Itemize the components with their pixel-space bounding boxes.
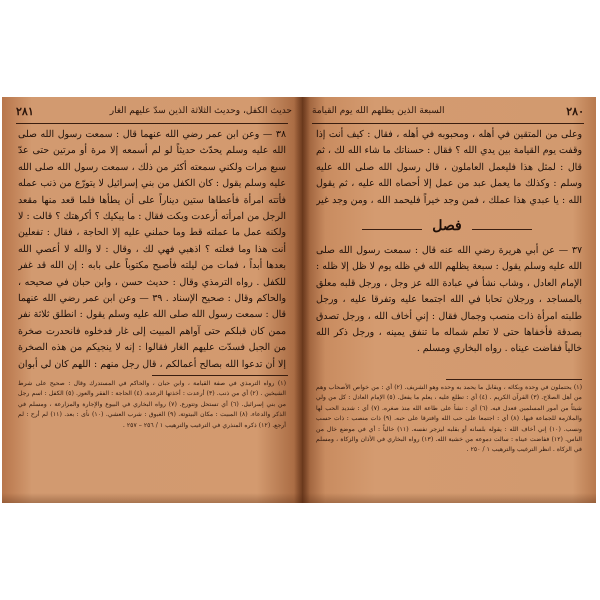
- left-footnotes: (١) رواه الترمذي في صفة القيامة ، وابن حبان ، والحاكم في المستدرك وقال : صحيح على شرط الشيخين . (٢) أي من ذنب. (٣) أرعدت : أخذتها الرعدة. (٤) الحاجة : الفقر والعوز. (٥) الكفل : اسم رجل من بني إسرائيل. (٦) أي تستحل وتتورع. (٧) رواه البخاري في البيوع والإجارة والمزارعة ، ومسلم في الذكر والدعاء. (٨) المبيت : مكان البيتوتة. (٩) الغبوق : شرب العشي. (١٠) نأى : بعد. (١١) لم أرح : لم أرجع. (١٢) ذكره المنذري في الترغيب والترهيب ١ / ٢٥٦ – ٢٥٧ .: [18, 380, 286, 429]
- left-page: [2, 97, 302, 503]
- open-book: [2, 97, 596, 503]
- right-page: [302, 97, 596, 503]
- section-ornament-right: [472, 229, 532, 230]
- book-gutter: [294, 97, 310, 503]
- right-running-head: السبعة الذين يظلهم الله يوم القيامة: [312, 106, 445, 116]
- left-footnote-rule: [152, 375, 288, 376]
- right-footnote-rule: [446, 379, 582, 380]
- right-header-rule: [312, 123, 584, 124]
- left-page-shadow: [2, 493, 302, 503]
- left-header-rule: [16, 123, 288, 124]
- left-page-header: [16, 105, 292, 121]
- left-page-number: ٢٨١: [16, 105, 34, 118]
- left-running-head: حديث الكفل، وحديث الثلاثة الذين سدّ عليهم الغار: [109, 106, 292, 116]
- right-body-bottom: ٣٧ — عن أبي هريرة رضي الله عنه قال : سمعت رسول الله صلى الله عليه وسلم يقول : سبعة يظلهم الله في ظله يوم لا ظل إلا ظله : الإمام العادل ، وشاب نشأ في عبادة الله عز وجل ، ورجل قلبه معلق بالمساجد ، ورجلان تحابا في الله اجتمعا عليه وتفرقا عليه ، ورجل طلبته امرأة ذات منصب وجمال فقال : إني أخاف الله ، ورجل تصدق بصدقة فأخفاها حتى لا تعلم شماله ما تنفق يمينه ، ورجل ذكر الله خالياً ففاضت عيناه . رواه البخاري ومسلم .: [316, 245, 582, 355]
- right-footnotes: (١) يحتملون في وحدة وبكائه ، ويقابل ما يحمد به وحده وهو الشريف. (٢) أي : من خواص الأصحاب وهم من أهل الصلاح. (٣) القرآن الكريم . (٤) أي : تطلع عليه ، يعلم ما يفعل. (٥) الإمام العادل : كل من ولي شيئاً من أمور المسلمين فعدل فيه. (٦) أي : نشأ على طاعة الله منذ صغره. (٧) أي : شديد الحب لها والملازمة للجماعة فيها. (٨) أي : اجتمعا على حب الله وافترقا على حبه. (٩) ذات منصب : ذات حسب ونسب. (١٠) إني أخاف الله : يقوله بلسانه أو بقلبه ليزجر نفسه. (١١) خالياً : أي في موضع خال من الناس. (١٢) ففاضت عيناه : سالت دموعه من خشية الله. (١٣) رواه البخاري في الأذان والزكاة ، ومسلم في الزكاة . انظر الترغيب والترهيب ١ / ٢٥٠ .: [316, 384, 582, 454]
- left-body-text: ٣٨ — وعن ابن عمر رضي الله عنهما قال : سمعت رسول الله صلى الله عليه وسلم يحدّث حديثاً لو لم أسمعه إلا مرة أو مرتين حتى عدّ سبع مرات ولكني سمعته أكثر من ذلك ، سمعت رسول الله صلى الله عليه وسلم يقول : كان الكفل من بني إسرائيل لا يتورّع من ذنب عمله فأتته امرأة فأعطاها ستين ديناراً على أن يطأها فلما قعد منها مقعد الرجل من امرأته أرعدت وبكت فقال : ما يبكيك ؟ أكرهتك ؟ قالت : لا ولكنه عمل ما عملته قط وما حملني عليه إلا الحاجة ، فقال : تفعلين أنت هذا وما فعلته ؟ اذهبي فهي لك ، وقال : لا والله لا أعصي الله بعدها أبداً ، فمات من ليلته فأصبح مكتوباً على بابه : إن الله قد غفر للكفل . رواه الترمذي وقال : حديث حسن ، وابن حبان في صحيحه ، والحاكم وقال : صحيح الإسناد . ٣٩ — وعن ابن عمر رضي الله عنهما قال : سمعت رسول الله صلى الله عليه وسلم يقول : انطلق ثلاثة نفر ممن كان قبلكم حتى آواهم المبيت إلى غار فدخلوه فانحدرت صخرة من الجبل فسدّت عليهم الغار فقالوا : إنه لا ينجيكم من هذه الصخرة إلا أن تدعوا الله بصالح أعمالكم ، قال رجل منهم : اللهم كان لي أبوان: [18, 129, 286, 369]
- right-page-shadow: [302, 493, 596, 503]
- right-body-top: وعلى من المتقين في أهله ، ومحبوبه في أهله ، فقال : كيف أنت إذا وقفت يوم القيامة بين يدي الله ؟ فقال : حسناتك ما شاء الله لك ، ثم قال : لمثل هذا فليعمل العاملون ، قال رسول الله صلى الله عليه وسلم : وكذلك ما يعمل عبد من عمل إلا أحصاه الله عليه ، ثم يقول الله : يا عبدي هذا عملك ، فمن وجد خيراً فليحمد الله ، ومن وجد غير: [316, 129, 582, 206]
- right-page-header: [312, 105, 584, 121]
- section-title: فصل: [432, 218, 462, 234]
- right-page-number: ٢٨٠: [566, 105, 584, 118]
- section-ornament-left: [362, 229, 422, 230]
